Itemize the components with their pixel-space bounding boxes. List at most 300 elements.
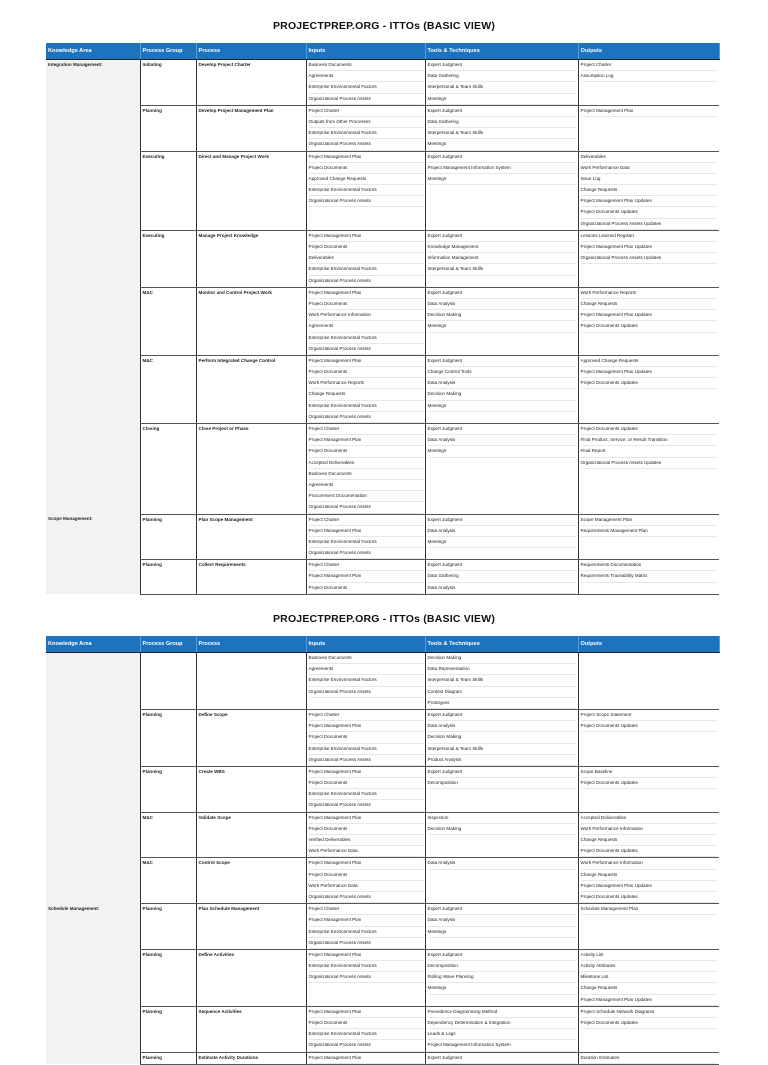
list-item: Expert Judgment [428,106,576,117]
header-knowledge-area: Knowledge Area [46,636,140,653]
outputs-cell [578,560,719,595]
list-item: Expert Judgment [428,231,576,242]
list-item: Enterprise Environmental Factors [309,128,423,139]
tools-cell [425,514,578,560]
knowledge-area-cell [46,812,140,858]
list-item: Change Requests [581,835,718,846]
header-inputs: Inputs [306,636,425,653]
inputs-cell [306,709,425,766]
list-item: Expert Judgment [428,356,576,367]
list-item: Enterprise Environmental Factors [309,744,423,755]
list-item: Project Scope Statement [581,710,718,721]
process-group-cell: Initiating [140,60,196,106]
knowledge-area-cell [46,653,140,710]
list-item: Data Gathering [428,571,576,582]
knowledge-area-cell [46,151,140,230]
header-tools-techniques: Tools & Techniques [425,636,578,653]
process-cell: Validate Scope [196,812,306,858]
list-item: Data Representation [428,664,576,675]
list-item: Project Documents Updates [581,721,718,732]
list-item: Meetings [428,321,576,332]
outputs-cell [578,230,719,287]
list-item: Data Analysis [428,299,576,310]
list-item: Project Documents Updates [581,424,718,435]
header-process: Process [196,43,306,60]
list-item: Organizational Process Assets [309,548,423,559]
table-row [46,560,719,595]
list-item: Project Documents Updates [581,321,718,332]
list-item: Outputs from Other Processes [309,117,423,128]
list-item: Data Analysis [428,526,576,537]
list-item: Meetings [428,139,576,150]
process-group-cell: Planning [140,105,196,151]
table-row [46,151,719,230]
inputs-cell [306,514,425,560]
list-item: Project Management Plan [309,288,423,299]
list-item: Deliverables [309,253,423,264]
header-inputs: Inputs [306,43,425,60]
list-item: Requirements Management Plan [581,526,718,537]
outputs-cell [578,1052,719,1064]
outputs-cell [578,514,719,560]
list-item: Project Management Plan [309,231,423,242]
list-item: Project Documents Updates [581,1018,718,1029]
knowledge-area-cell [46,858,140,904]
list-item: Activity List [581,950,718,961]
list-item: Project Documents [309,732,423,743]
process-cell: Close Project or Phase [196,424,306,515]
list-item: Enterprise Environmental Factors [309,185,423,196]
list-item: Project Management Plan Updates [581,242,718,253]
process-group-cell: Planning [140,766,196,812]
process-cell: Collect Requirements [196,560,306,595]
knowledge-area-cell: Scope Management: [46,514,140,560]
list-item: Work Performance Data [581,163,718,174]
list-item: Business Documents [309,653,423,664]
list-item: Project Management Plan [309,435,423,446]
knowledge-area-cell [46,424,140,515]
list-item: Organizational Process Assets Updates [581,219,718,230]
table-row [46,514,719,560]
inputs-cell [306,424,425,515]
header-outputs: Outputs [578,43,719,60]
list-item: Organizational Process Assets [309,1040,423,1051]
inputs-cell [306,653,425,710]
list-item: Milestone List [581,972,718,983]
process-cell: Perform Integrated Change Control [196,355,306,423]
tools-cell [425,151,578,230]
table-row [46,709,719,766]
list-item: Expert Judgment [428,1053,576,1064]
list-item: Assumption Log [581,71,718,82]
list-item: Work Performance Information [581,824,718,835]
list-item: Work Performance Data [309,881,423,892]
header-process-group: Process Group [140,636,196,653]
list-item: Accepted Deliverables [581,813,718,824]
knowledge-area-cell [46,709,140,766]
list-item: Work Performance Information [309,310,423,321]
list-item: Data Gathering [428,71,576,82]
list-item: Scope Baseline [581,767,718,778]
list-item: Data Analysis [428,721,576,732]
list-item: Verified Deliverables [309,835,423,846]
list-item: Decision Making [428,824,576,835]
list-item: Deliverables [581,152,718,163]
list-item: Project Management Plan [309,356,423,367]
list-item: Data Analysis [428,915,576,926]
table-row [46,355,719,423]
list-item: Agreements [309,71,423,82]
list-item: Organizational Process Assets [309,800,423,811]
list-item: Inspection [428,813,576,824]
list-item: Project Management Plan [309,526,423,537]
outputs-cell [578,653,719,710]
process-group-cell: M&C [140,287,196,355]
process-group-cell: Planning [140,709,196,766]
knowledge-area-cell [46,287,140,355]
list-item: Expert Judgment [428,424,576,435]
header-row [46,636,719,653]
inputs-cell [306,949,425,1006]
knowledge-area-cell [46,766,140,812]
list-item: Expert Judgment [428,152,576,163]
list-item: Project Charter [309,904,423,915]
outputs-cell [578,812,719,858]
list-item: Project Charter [581,60,718,71]
list-item: Project Management Plan Updates [581,367,718,378]
list-item: Business Documents [309,60,423,71]
table-row [46,1052,719,1064]
list-item: Enterprise Environmental Factors [309,789,423,800]
process-group-cell: Planning [140,1006,196,1052]
list-item: Project Management Plan Updates [581,196,718,207]
table-row [46,812,719,858]
list-item: Meetings [428,927,576,938]
list-item: Project Management Plan [309,1007,423,1018]
list-item: Project Documents Updates [581,378,718,389]
list-item: Enterprise Environmental Factors [309,82,423,93]
list-item: Change Requests [309,389,423,400]
list-item: Meetings [428,94,576,105]
itto-table-frame [46,636,719,1060]
list-item: Project Management Plan [309,1053,423,1064]
list-item: Final Report [581,446,718,457]
list-item: Agreements [309,480,423,491]
list-item: Activity Attributes [581,961,718,972]
list-item: Project Charter [309,515,423,526]
list-item: Data Analysis [428,583,576,594]
process-group-cell: M&C [140,858,196,904]
knowledge-area-cell [46,560,140,595]
process-cell: Develop Project Management Plan [196,105,306,151]
list-item: Business Documents [309,469,423,480]
table-row [46,904,719,950]
list-item: Project Documents Updates [581,892,718,903]
list-item: Final Product, Service, or Result Transition [581,435,718,446]
list-item: Work Performance Information [581,858,718,869]
list-item: Prototypes [428,698,576,709]
list-item: Project Charter [309,106,423,117]
process-cell: Define Activities [196,949,306,1006]
list-item: Interpersonal & Team Skills [428,264,576,275]
list-item: Data Gathering [428,117,576,128]
list-item: Information Management [428,253,576,264]
list-item: Decomposition [428,778,576,789]
list-item: Organizational Process Assets [309,196,423,207]
inputs-cell [306,766,425,812]
header-knowledge-area: Knowledge Area [46,43,140,60]
list-item: Project Management Plan [309,813,423,824]
process-cell: Direct and Manage Project Work [196,151,306,230]
list-item: Expert Judgment [428,710,576,721]
outputs-cell [578,709,719,766]
list-item: Project Documents Updates [581,778,718,789]
knowledge-area-cell: Schedule Management: [46,904,140,950]
list-item: Agreements [309,321,423,332]
itto-table-frame [46,43,719,590]
knowledge-area-cell [46,1052,140,1064]
list-item: Project Documents Updates [581,846,718,857]
header-outputs: Outputs [578,636,719,653]
list-item: Requirements Documentation [581,560,718,571]
list-item: Work Performance Reports [581,288,718,299]
outputs-cell [578,858,719,904]
list-item: Decision Making [428,653,576,664]
list-item: Approved Change Requests [309,174,423,185]
list-item: Duration Estimates [581,1053,718,1064]
process-group-cell: Closing [140,424,196,515]
table-body [46,653,719,1065]
list-item: Decomposition [428,961,576,972]
list-item: Scope Management Plan [581,515,718,526]
list-item: Project Charter [309,424,423,435]
list-item: Meetings [428,537,576,548]
inputs-cell [306,560,425,595]
list-item: Project Management Plan [309,858,423,869]
list-item: Change Requests [581,299,718,310]
list-item: Interpersonal & Team Skills [428,675,576,686]
outputs-cell [578,424,719,515]
outputs-cell [578,151,719,230]
list-item: Organizational Process Assets [309,139,423,150]
inputs-cell [306,904,425,950]
table-row [46,287,719,355]
list-item: Organizational Process Assets [309,502,423,513]
process-cell [196,653,306,710]
process-cell: Create WBS [196,766,306,812]
list-item: Meetings [428,446,576,457]
list-item: Expert Judgment [428,515,576,526]
list-item: Project Management Information System [428,1040,576,1051]
tools-cell [425,287,578,355]
list-item: Project Management Plan [309,721,423,732]
list-item: Project Management Plan [309,571,423,582]
list-item: Procurement Documentation [309,491,423,502]
list-item: Enterprise Environmental Factors [309,264,423,275]
list-item: Enterprise Environmental Factors [309,961,423,972]
knowledge-area-cell [46,105,140,151]
inputs-cell [306,355,425,423]
process-cell: Develop Project Charter [196,60,306,106]
list-item: Meetings [428,174,576,185]
list-item: Change Requests [581,983,718,994]
list-item: Organizational Process Assets [309,412,423,423]
table-row [46,858,719,904]
process-cell: Estimate Activity Durations [196,1052,306,1064]
process-group-cell: Planning [140,904,196,950]
list-item: Meetings [428,983,576,994]
list-item: Project Documents [309,242,423,253]
outputs-cell [578,105,719,151]
list-item: Organizational Process Assets [309,938,423,949]
list-item: Decision Making [428,389,576,400]
outputs-cell [578,904,719,950]
list-item: Expert Judgment [428,767,576,778]
list-item: Requirements Traceability Matrix [581,571,718,582]
page-title: PROJECTPREP.ORG - ITTOs (BASIC VIEW) [272,20,496,32]
process-group-cell: M&C [140,355,196,423]
list-item: Project Documents [309,1018,423,1029]
tools-cell [425,858,578,904]
process-group-cell: Planning [140,949,196,1006]
list-item: Project Documents [309,778,423,789]
tools-cell [425,812,578,858]
list-item: Change Requests [581,185,718,196]
outputs-cell [578,766,719,812]
header-process-group: Process Group [140,43,196,60]
list-item: Interpersonal & Team Skills [428,744,576,755]
table-row [46,1006,719,1052]
tools-cell [425,949,578,1006]
list-item: Decision Making [428,732,576,743]
list-item: Organizational Process Assets [309,276,423,287]
itto-table [46,636,720,1065]
list-item: Project Charter [309,560,423,571]
process-group-cell: Planning [140,514,196,560]
list-item: Schedule Management Plan [581,904,718,915]
list-item: Dependency Determination & Integration [428,1018,576,1029]
outputs-cell [578,287,719,355]
list-item: Expert Judgment [428,60,576,71]
list-item: Enterprise Environmental Factors [309,333,423,344]
page-title: PROJECTPREP.ORG - ITTOs (BASIC VIEW) [272,613,496,625]
tools-cell [425,230,578,287]
process-cell: Manage Project Knowledge [196,230,306,287]
table-body [46,60,719,595]
inputs-cell [306,105,425,151]
list-item: Project Management Information System [428,163,576,174]
process-cell: Monitor and Control Project Work [196,287,306,355]
list-item: Expert Judgment [428,288,576,299]
tools-cell [425,709,578,766]
list-item: Rolling Wave Planning [428,972,576,983]
tools-cell [425,1006,578,1052]
list-item: Work Performance Reports [309,378,423,389]
header-tools-techniques: Tools & Techniques [425,43,578,60]
list-item: Agreements [309,664,423,675]
list-item: Enterprise Environmental Factors [309,537,423,548]
process-cell: Plan Scope Management [196,514,306,560]
tools-cell [425,560,578,595]
process-group-cell: Executing [140,151,196,230]
list-item: Project Documents [309,870,423,881]
table-row [46,60,719,106]
list-item: Issue Log [581,174,718,185]
list-item: Project Documents Updates [581,207,718,218]
tools-cell [425,355,578,423]
process-cell: Sequence Activities [196,1006,306,1052]
list-item: Meetings [428,401,576,412]
list-item: Expert Judgment [428,904,576,915]
process-cell: Define Scope [196,709,306,766]
list-item: Interpersonal & Team Skills [428,128,576,139]
list-item: Project Schedule Network Diagrams [581,1007,718,1018]
list-item: Interpersonal & Team Skills [428,82,576,93]
table-row [46,766,719,812]
list-item: Enterprise Environmental Factors [309,927,423,938]
list-item: Change Requests [581,870,718,881]
itto-table [46,43,720,595]
knowledge-area-cell [46,355,140,423]
knowledge-area-cell [46,949,140,1006]
tools-cell [425,904,578,950]
knowledge-area-cell [46,230,140,287]
list-item: Product Analysis [428,755,576,766]
knowledge-area-cell: Integration Management: [46,60,140,106]
knowledge-area-cell [46,1006,140,1052]
list-item: Context Diagram [428,687,576,698]
inputs-cell [306,60,425,106]
process-group-cell: Planning [140,560,196,595]
list-item: Organizational Process Assets [309,892,423,903]
list-item: Accepted Deliverables [309,458,423,469]
outputs-cell [578,355,719,423]
list-item: Precedence Diagramming Method [428,1007,576,1018]
list-item: Project Documents [309,824,423,835]
page-2 [0,594,768,1060]
tools-cell [425,653,578,710]
list-item: Knowledge Management [428,242,576,253]
list-item: Project Management Plan Updates [581,881,718,892]
list-item: Project Management Plan Updates [581,995,718,1006]
tools-cell [425,766,578,812]
list-item: Organizational Process Assets Updates [581,458,718,469]
outputs-cell [578,1006,719,1052]
inputs-cell [306,287,425,355]
inputs-cell [306,230,425,287]
list-item: Data Analysis [428,378,576,389]
list-item: Project Documents [309,163,423,174]
list-item: Organizational Process Assets [309,755,423,766]
process-group-cell: Planning [140,1052,196,1064]
process-group-cell: Executing [140,230,196,287]
list-item: Data Analysis [428,435,576,446]
process-group-cell: M&C [140,812,196,858]
list-item: Project Management Plan Updates [581,310,718,321]
list-item: Organizational Process Assets [309,972,423,983]
tools-cell [425,424,578,515]
list-item: Decision Making [428,310,576,321]
tools-cell [425,1052,578,1064]
process-group-cell [140,653,196,710]
list-item: Project Management Plan [581,106,718,117]
list-item: Enterprise Environmental Factors [309,675,423,686]
list-item: Data Analysis [428,858,576,869]
list-item: Project Documents [309,367,423,378]
tools-cell [425,105,578,151]
list-item: Leads & Lags [428,1029,576,1040]
table-row [46,105,719,151]
